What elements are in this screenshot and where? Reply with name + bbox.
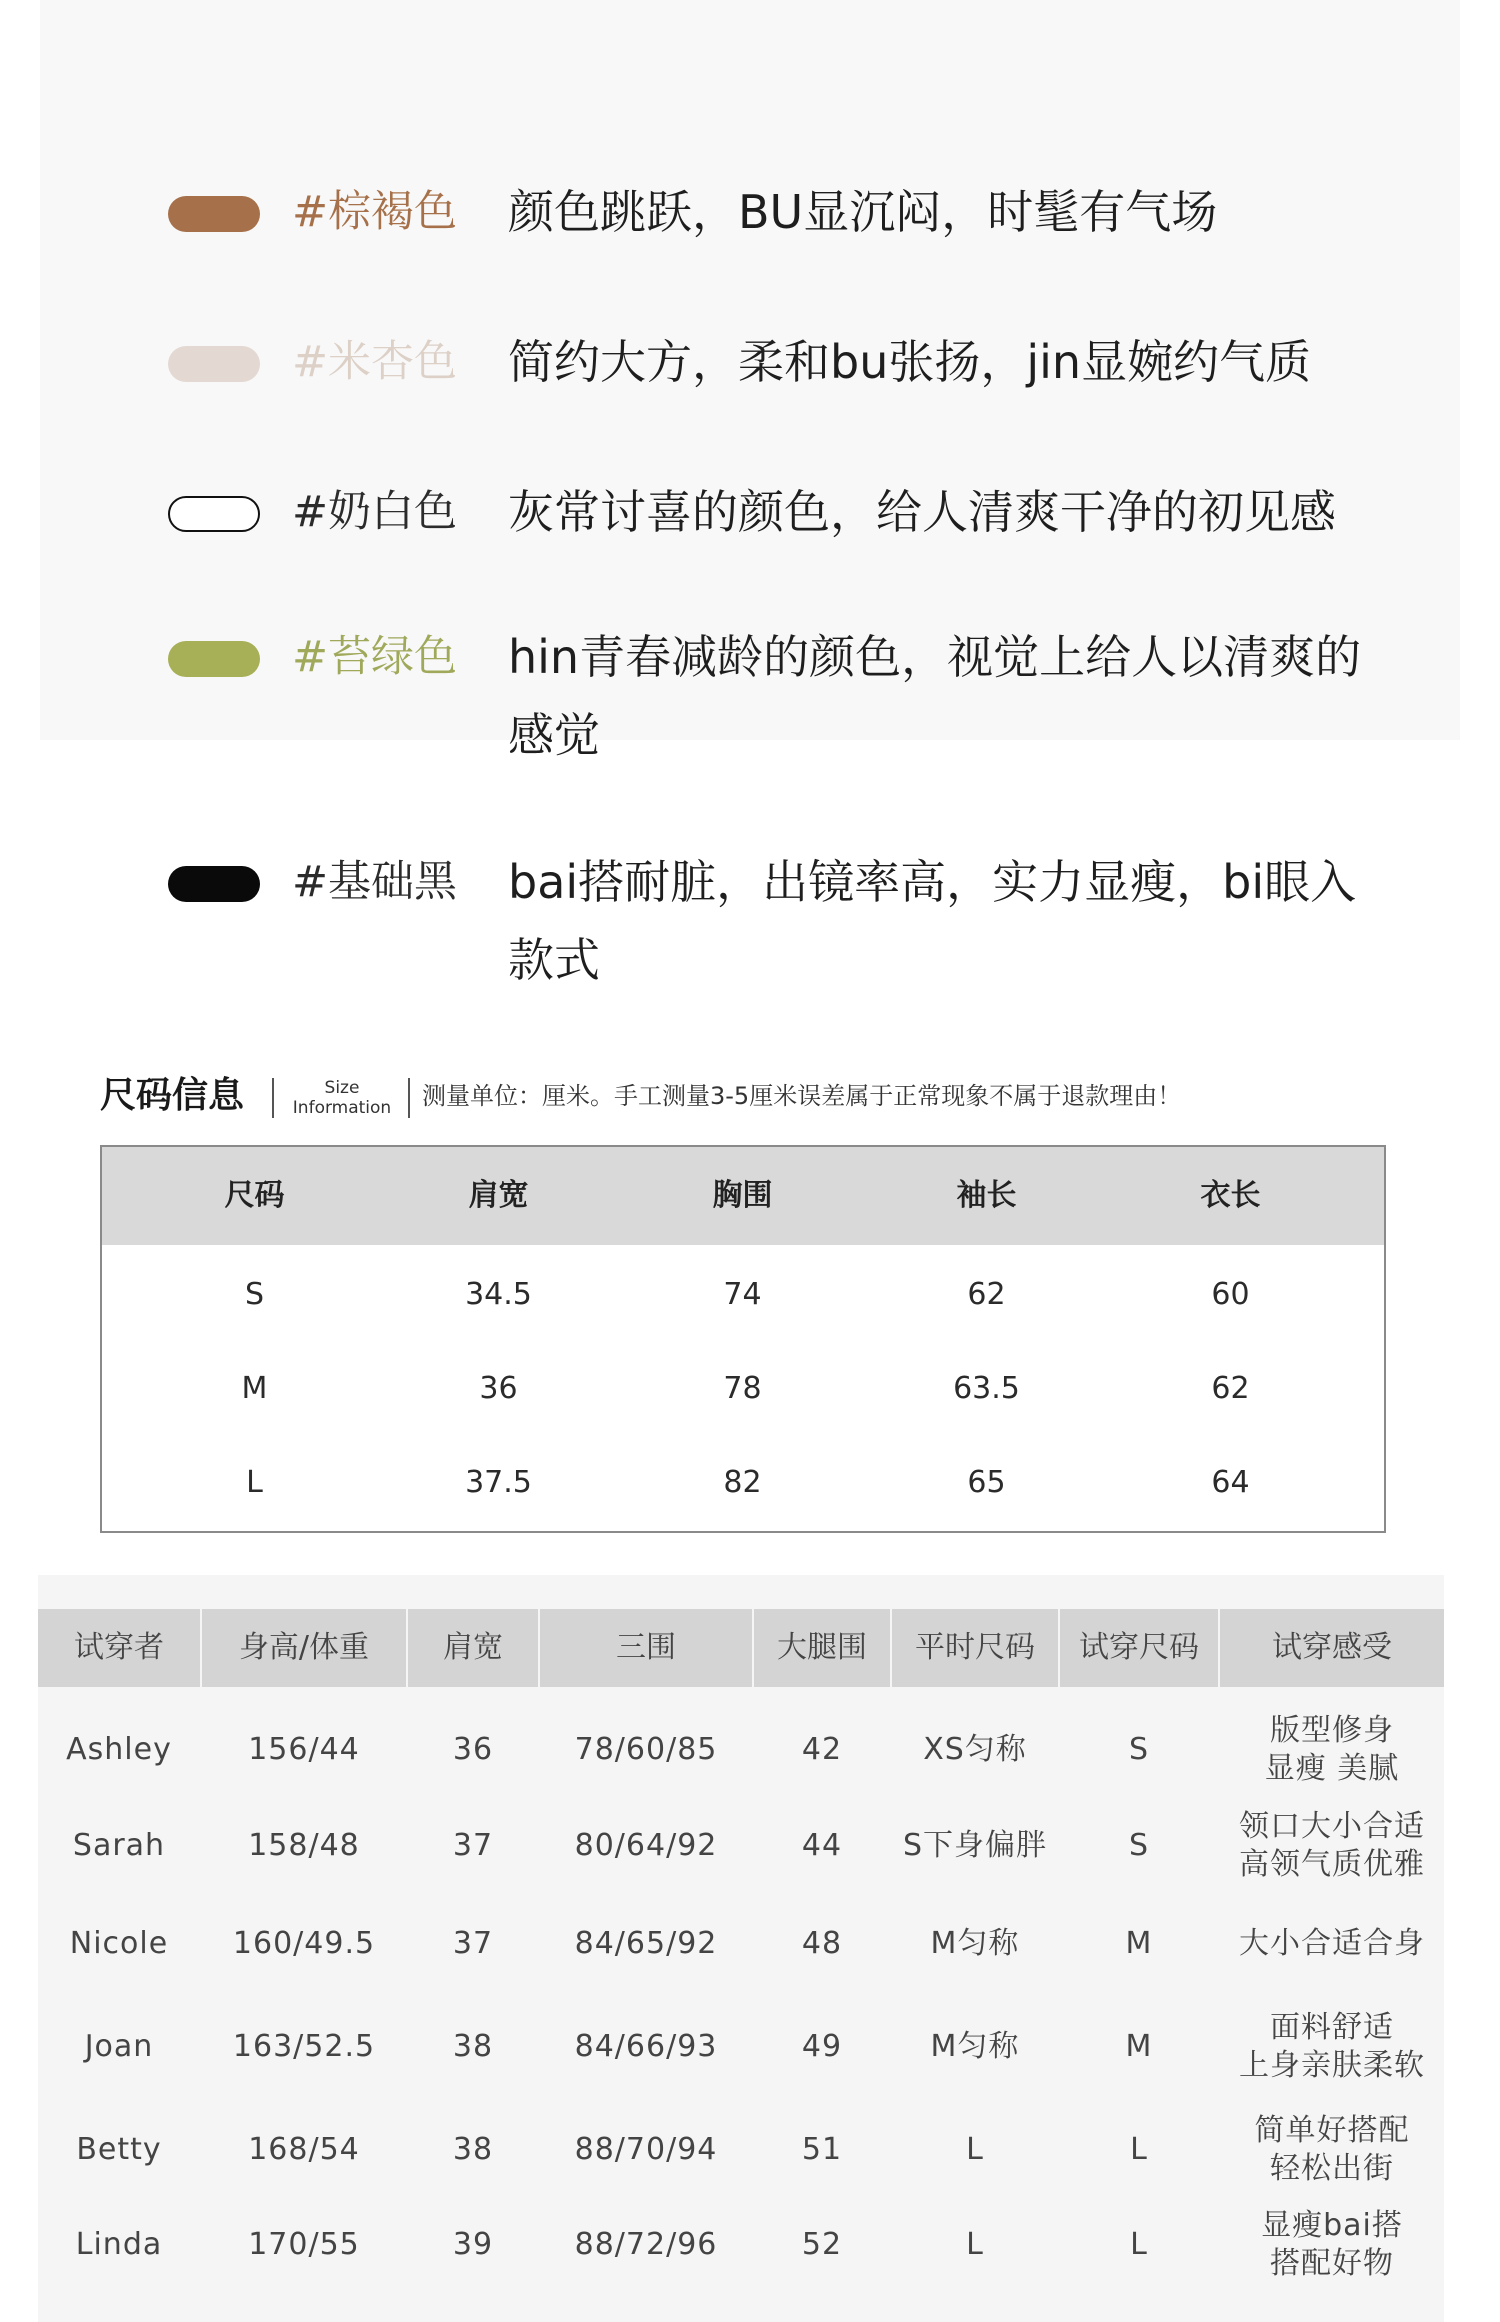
size-cell: 62 — [1211, 1371, 1250, 1406]
size-header-cell: 袖长 — [956, 1178, 1017, 1213]
size-cell: 62 — [967, 1277, 1006, 1312]
size-header-cell: 胸围 — [712, 1178, 773, 1213]
color-name: #米杏色 — [292, 337, 458, 387]
tryon-cell: Ashley — [66, 1732, 172, 1767]
tryon-feedback-line: 简单好搭配 — [1254, 2113, 1410, 2148]
tryon-header-cell: 肩宽 — [443, 1630, 503, 1665]
color-name: #奶白色 — [292, 487, 458, 537]
tryon-feedback — [1220, 1925, 1444, 1963]
tryon-cell: 156/44 — [248, 1732, 360, 1767]
tryon-cell: Betty — [76, 2132, 162, 2167]
color-name: #苔绿色 — [292, 632, 458, 682]
tryon-cell: 168/54 — [248, 2132, 360, 2167]
tryon-cell: Linda — [75, 2227, 163, 2262]
size-info-header — [100, 1066, 1440, 1126]
tryon-cell: M匀称 — [930, 1926, 1020, 1961]
tryon-cell: M匀称 — [930, 2029, 1020, 2064]
tryon-cell: 80/64/92 — [574, 1828, 718, 1863]
tryon-cell: M — [1125, 1926, 1153, 1961]
color-swatch — [168, 496, 260, 532]
divider — [272, 1078, 274, 1118]
tryon-cell: 48 — [801, 1926, 843, 1961]
tryon-header-cell: 试穿尺码 — [1079, 1630, 1199, 1665]
size-cell: 60 — [1211, 1277, 1250, 1312]
tryon-cell: 163/52.5 — [232, 2029, 376, 2064]
size-cell: S — [244, 1277, 265, 1312]
color-description: hin青春减龄的颜色，视觉上给人以清爽的感觉 — [508, 630, 1362, 762]
divider — [408, 1078, 410, 1118]
size-cell: 63.5 — [953, 1371, 1020, 1406]
tryon-cell: 160/49.5 — [232, 1926, 376, 1961]
tryon-feedback-line: 面料舒适 — [1270, 2010, 1394, 2045]
color-description: 简约大方，柔和bu张扬，jin显婉约气质 — [508, 335, 1312, 389]
tryon-cell: L — [1130, 2132, 1148, 2167]
tryon-feedback — [1220, 2009, 1444, 2085]
tryon-header-cell: 大腿围 — [777, 1630, 867, 1665]
tryon-cell: M — [1125, 2029, 1153, 2064]
size-header-cell: 肩宽 — [468, 1178, 529, 1213]
color-description: bai搭耐脏，出镜率高，实力显瘦，bi眼入款式 — [508, 855, 1357, 987]
tryon-cell: 49 — [801, 2029, 843, 2064]
color-name: #棕褐色 — [292, 187, 458, 237]
size-cell: 74 — [723, 1277, 762, 1312]
tryon-cell: 36 — [452, 1732, 494, 1767]
tryon-feedback-line: 高领气质优雅 — [1239, 1847, 1425, 1882]
tryon-cell: S下身偏胖 — [902, 1828, 1048, 1863]
color-swatch — [168, 346, 260, 382]
tryon-header-cell: 三围 — [616, 1630, 676, 1665]
tryon-cell: 88/72/96 — [574, 2227, 718, 2262]
tryon-feedback-line: 领口大小合适 — [1239, 1809, 1425, 1844]
size-table — [100, 1145, 1386, 1533]
tryon-feedback-line: 显瘦bai搭 — [1261, 2208, 1403, 2243]
tryon-feedback — [1220, 2207, 1444, 2283]
tryon-feedback-line: 搭配好物 — [1270, 2246, 1394, 2281]
size-cell: L — [246, 1465, 263, 1500]
tryon-cell: 39 — [452, 2227, 494, 2262]
tryon-cell: 84/66/93 — [574, 2029, 718, 2064]
tryon-cell: L — [1130, 2227, 1148, 2262]
color-swatch — [168, 641, 260, 677]
tryon-cell: Sarah — [72, 1828, 166, 1863]
tryon-feedback — [1220, 1808, 1444, 1884]
tryon-header-cell: 试穿者 — [74, 1630, 164, 1665]
size-cell: 78 — [723, 1371, 762, 1406]
tryon-cell: 52 — [801, 2227, 843, 2262]
color-description: 颜色跳跃，BU显沉闷，时髦有气场 — [508, 185, 1218, 239]
tryon-cell: 170/55 — [248, 2227, 360, 2262]
color-name: #基础黑 — [292, 857, 458, 907]
tryon-feedback-line: 大小合适合身 — [1239, 1926, 1425, 1961]
tryon-cell: 37 — [452, 1828, 494, 1863]
size-header-cell: 衣长 — [1200, 1178, 1261, 1213]
tryon-cell: Nicole — [69, 1926, 169, 1961]
size-cell: 36 — [479, 1371, 518, 1406]
tryon-cell: S — [1128, 1828, 1150, 1863]
size-cell: 37.5 — [465, 1465, 532, 1500]
tryon-cell: 44 — [801, 1828, 843, 1863]
tryon-header-cell: 平时尺码 — [915, 1630, 1035, 1665]
tryon-cell: 158/48 — [248, 1828, 360, 1863]
tryon-cell: S — [1128, 1732, 1150, 1767]
tryon-cell: 38 — [452, 2029, 494, 2064]
size-info-english — [286, 1078, 398, 1118]
color-swatch — [168, 866, 260, 902]
size-header-cell: 尺码 — [224, 1178, 285, 1213]
tryon-cell: 78/60/85 — [574, 1732, 718, 1767]
tryon-cell: 88/70/94 — [574, 2132, 718, 2167]
tryon-feedback-line: 版型修身 — [1270, 1713, 1394, 1748]
measurement-note: 测量单位：厘米。手工测量3-5厘米误差属于正常现象不属于退款理由！ — [422, 1082, 1182, 1110]
size-cell: 65 — [967, 1465, 1006, 1500]
color-swatch — [168, 196, 260, 232]
size-table-header — [102, 1147, 1384, 1245]
tryon-cell: 38 — [452, 2132, 494, 2167]
tryon-table-header — [38, 1609, 1444, 1687]
size-info-title: 尺码信息 — [100, 1075, 245, 1116]
size-cell: 64 — [1211, 1465, 1250, 1500]
tryon-feedback-line: 轻松出街 — [1270, 2151, 1394, 2186]
tryon-header-cell: 试穿感受 — [1272, 1630, 1392, 1665]
tryon-header-cell: 身高/体重 — [238, 1630, 370, 1665]
tryon-cell: L — [966, 2132, 984, 2167]
tryon-cell: Joan — [84, 2029, 154, 2064]
tryon-cell: XS匀称 — [923, 1732, 1027, 1767]
tryon-cell: L — [966, 2227, 984, 2262]
size-info-english-line1: Size — [324, 1078, 360, 1098]
size-cell: 34.5 — [465, 1277, 532, 1312]
tryon-cell: 42 — [801, 1732, 843, 1767]
tryon-cell: 51 — [801, 2132, 843, 2167]
tryon-cell: 37 — [452, 1926, 494, 1961]
tryon-feedback — [1220, 1712, 1444, 1788]
tryon-cell: 84/65/92 — [574, 1926, 718, 1961]
size-info-english-line2: Information — [292, 1098, 392, 1118]
tryon-feedback — [1220, 2112, 1444, 2188]
tryon-feedback-line: 上身亲肤柔软 — [1239, 2048, 1425, 2083]
tryon-feedback-line: 显瘦 美腻 — [1264, 1751, 1400, 1786]
size-cell: 82 — [723, 1465, 762, 1500]
size-cell: M — [241, 1371, 268, 1406]
color-description: 灰常讨喜的颜色，给人清爽干净的初见感 — [508, 485, 1336, 539]
tryon-table — [38, 1575, 1444, 2322]
